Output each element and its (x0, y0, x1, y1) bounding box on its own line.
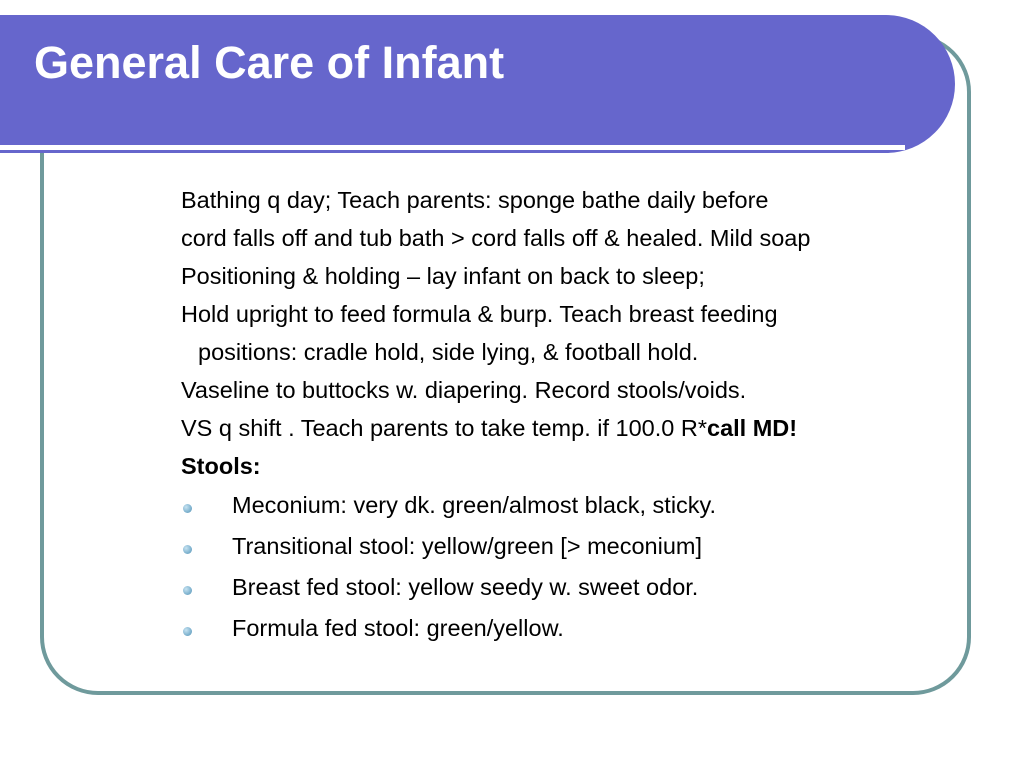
round-bullet-icon (183, 504, 192, 513)
body-line-cord: cord falls off and tub bath > cord falls off & healed. Mild soap (181, 225, 811, 251)
list-item-text: Meconium: very dk. green/almost black, sticky. (232, 492, 717, 518)
title-banner (0, 15, 955, 153)
list-item-text: Transitional stool: yellow/green [> meconium] (232, 533, 702, 559)
list-item-text: Breast fed stool: yellow seedy w. sweet odor. (232, 574, 699, 600)
call-md-emphasis: call MD! (707, 415, 798, 441)
round-bullet-icon (183, 627, 192, 636)
list-item (181, 526, 971, 567)
body-line-bathing: Bathing q day; Teach parents: sponge bathe daily before (181, 187, 769, 213)
round-bullet-icon (183, 586, 192, 595)
body-line-vaseline: Vaseline to buttocks w. diapering. Record stools/voids. (181, 377, 747, 403)
list-item (181, 567, 971, 608)
slide-body (181, 181, 971, 649)
banner-underline (0, 145, 905, 150)
list-item-text: Formula fed stool: green/yellow. (232, 615, 564, 641)
body-line-positioning: Positioning & holding – lay infant on back to sleep; (181, 263, 705, 289)
body-line-vital-signs (181, 409, 971, 447)
list-item (181, 485, 971, 526)
slide-title: General Care of Infant (34, 37, 505, 88)
stools-list (181, 485, 971, 649)
round-bullet-icon (183, 545, 192, 554)
vital-signs-text: VS q shift . Teach parents to take temp. if 100.0 R* (181, 415, 707, 441)
body-line-hold-upright: Hold upright to feed formula & burp. Teach breast feeding (181, 301, 778, 327)
body-line-feeding-positions: positions: cradle hold, side lying, & football hold. (198, 339, 699, 365)
stools-heading: Stools: (181, 453, 261, 479)
list-item (181, 608, 971, 649)
